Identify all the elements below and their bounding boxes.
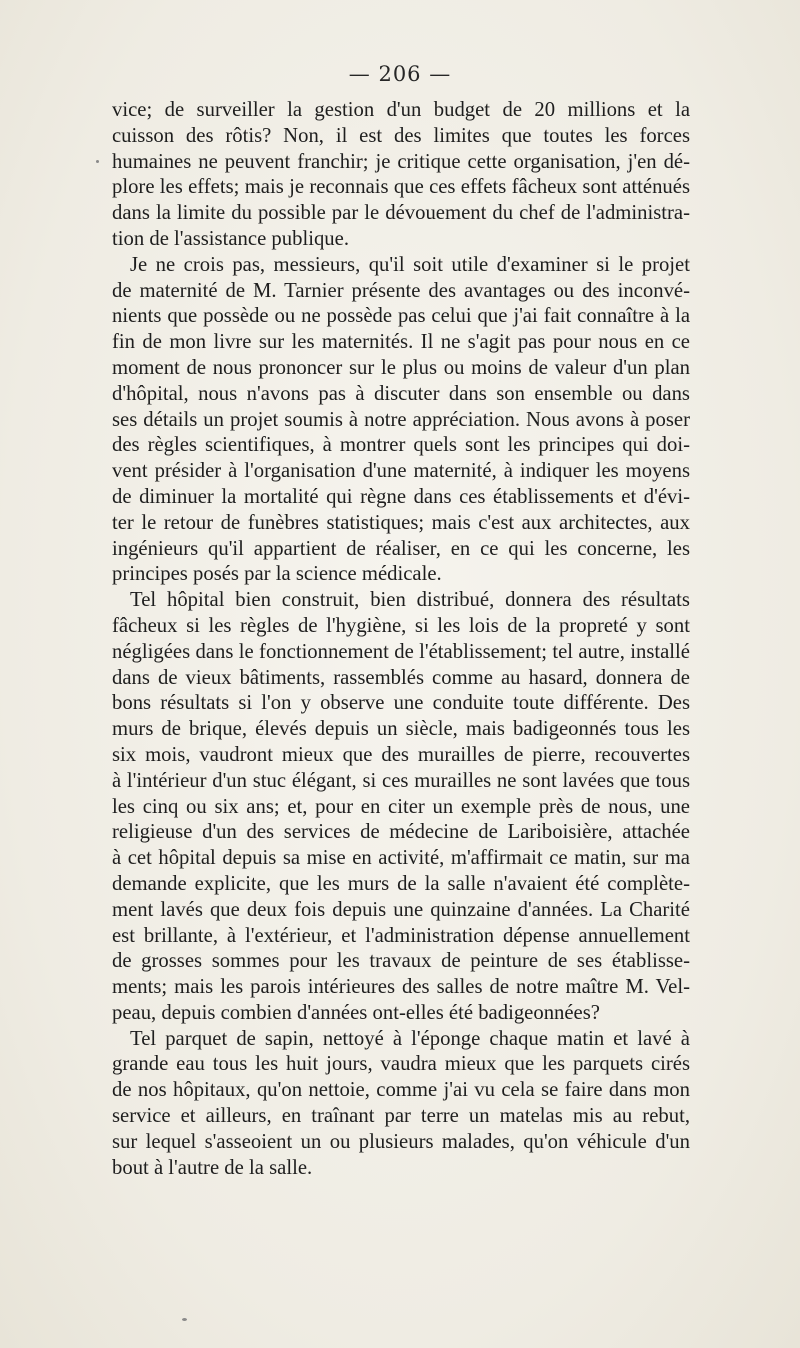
text-line: nients que possède ou ne possède pas celui que j'ai fait connaître à la <box>112 305 690 328</box>
text-line: Tel parquet de sapin, nettoyé à l'éponge chaque matin et lavé à <box>130 1027 690 1050</box>
text-line: de maternité de M. Tarnier présente des avantages ou des inconvé- <box>112 279 690 302</box>
text-line: à l'intérieur d'un stuc élégant, si ces murailles ne sont lavées que tous <box>112 769 690 792</box>
text-line: principes posés par la science médicale. <box>112 563 442 586</box>
text-line: murs de brique, élevés depuis un siècle, mais badigeonnés tous les <box>112 718 690 741</box>
text-line: demande explicite, que les murs de la salle n'avaient été complète- <box>112 872 690 895</box>
text-line: ments; mais les parois intérieures des salles de notre maître M. Vel- <box>112 976 690 999</box>
text-line: Tel hôpital bien construit, bien distribué, donnera des résultats <box>130 589 690 612</box>
text-line: tion de l'assistance publique. <box>112 227 349 250</box>
text-line: ment lavés que deux fois depuis une quinzaine d'années. La Charité <box>112 898 690 921</box>
text-line: grande eau tous les huit jours, vaudra mieux que les parquets cirés <box>112 1053 690 1076</box>
text-line: ses détails un projet soumis à notre appréciation. Nous avons à poser <box>112 408 690 431</box>
text-line: dans la limite du possible par le dévouement du chef de l'administra- <box>112 202 690 225</box>
text-line: humaines ne peuvent franchir; je critique cette organisation, j'en dé- <box>112 150 690 173</box>
text-line: fâcheux si les règles de l'hygiène, si les lois de la propreté y sont <box>112 614 690 637</box>
text-line: les cinq ou six ans; et, pour en citer un exemple près de nous, une <box>112 795 690 818</box>
text-line: de grosses sommes pour les travaux de peinture de ses établisse- <box>112 950 690 973</box>
text-line: de nos hôpitaux, qu'on nettoie, comme j'ai vu cela se faire dans mon <box>112 1079 690 1102</box>
text-line: six mois, vaudront mieux que des murailles de pierre, recouvertes <box>112 743 690 766</box>
text-line: négligées dans le fonctionnement de l'établissement; tel autre, installé <box>112 640 690 663</box>
text-line: est brillante, à l'extérieur, et l'administration dépense annuellement <box>112 924 690 947</box>
ink-speck <box>96 160 99 163</box>
page-number: — 206 — <box>348 62 452 86</box>
text-line: moment de nous prononcer sur le plus ou moins de valeur d'un plan <box>112 356 690 379</box>
text-line: vent présider à l'organisation d'une maternité, à indiquer les moyens <box>112 460 690 483</box>
text-line: Je ne crois pas, messieurs, qu'il soit utile d'examiner si le projet <box>130 253 690 276</box>
text-line: sur lequel s'asseoient un ou plusieurs malades, qu'on véhicule d'un <box>112 1130 690 1153</box>
text-line: à cet hôpital depuis sa mise en activité, m'affirmait ce matin, sur ma <box>112 847 690 870</box>
text-line: service et ailleurs, en traînant par terre un matelas mis au rebut, <box>112 1105 690 1128</box>
text-line: ter le retour de funèbres statistiques; mais c'est aux architectes, aux <box>112 511 690 534</box>
text-line: ingénieurs qu'il appartient de réaliser, en ce qui les concerne, les <box>112 537 690 560</box>
text-line: fin de mon livre sur les maternités. Il ne s'agit pas pour nous en ce <box>112 331 690 354</box>
text-line: bons résultats si l'on y observe une conduite toute différente. Des <box>112 692 690 715</box>
text-line: plore les effets; mais je reconnais que ces effets fâcheux sont atténués <box>112 176 690 199</box>
text-line: vice; de surveiller la gestion d'un budget de 20 millions et la <box>112 99 690 121</box>
text-line: bout à l'autre de la salle. <box>112 1156 313 1179</box>
ink-speck <box>182 1318 187 1321</box>
body-text <box>112 98 690 1181</box>
text-line: religieuse d'un des services de médecine de Lariboisière, attachée <box>112 821 690 844</box>
text-line: des règles scientifiques, à montrer quels sont les principes qui doi- <box>112 434 690 457</box>
text-line: peau, depuis combien d'années ont-elles été badigeonnées? <box>112 1001 600 1024</box>
text-line: dans de vieux bâtiments, rassemblés comme au hasard, donnera de <box>112 666 690 689</box>
text-line: de diminuer la mortalité qui règne dans ces établissements et d'évi- <box>112 485 690 508</box>
text-line: cuisson des rôtis? Non, il est des limites que toutes les forces <box>112 124 690 147</box>
text-line: d'hôpital, nous n'avons pas à discuter dans son ensemble ou dans <box>112 382 690 405</box>
